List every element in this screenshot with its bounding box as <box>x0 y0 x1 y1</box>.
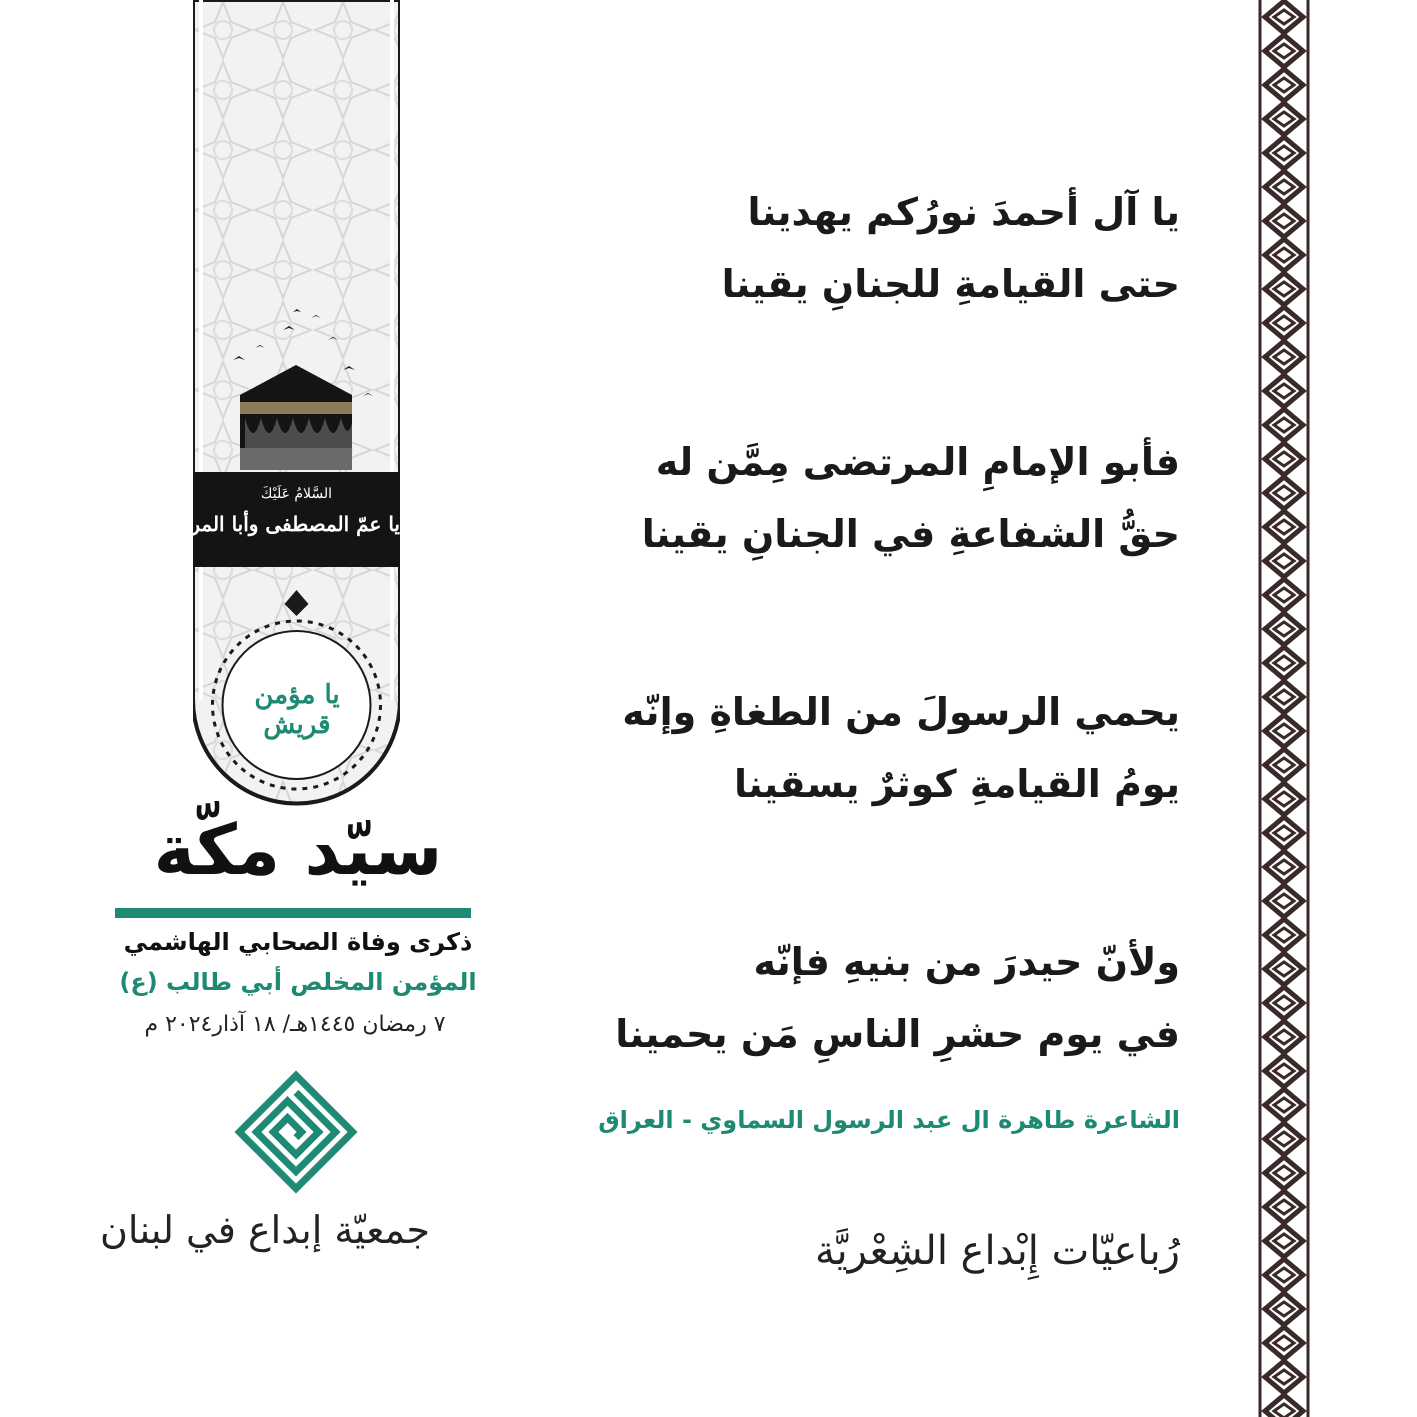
poem-verse: يا آل أحمدَ نورُكم يهدينا <box>747 190 1180 234</box>
organization-name: جمعيّة إبداع في لبنان <box>99 1208 430 1252</box>
poem-verse: حتى القيامةِ للجنانِ يقينا <box>721 262 1180 306</box>
poet-credit: الشاعرة طاهرة ال عبد الرسول السماوي - العراق <box>598 1106 1180 1134</box>
event-subtitle: ذكرى وفاة الصحابي الهاشمي <box>123 928 473 956</box>
poem-verse: يومُ القيامةِ كوثرٌ يسقينا <box>733 762 1180 806</box>
kufic-square-logo-icon <box>232 1068 360 1196</box>
poem-stanza <box>560 426 1180 570</box>
medallion-calligraphy: يا مؤمن قريش <box>254 680 340 740</box>
poem-verse: فأبو الإمامِ المرتضى مِمَّن له <box>655 440 1180 484</box>
poem-verse: حقُّ الشفاعةِ في الجنانِ يقينا <box>641 512 1180 556</box>
poem-verse: في يوم حشرِ الناسِ مَن يحمينا <box>615 1012 1180 1056</box>
poem-verse: يحمي الرسولَ من الطغاةِ وإنّه <box>622 690 1180 734</box>
event-date: ٧ رمضان ١٤٤٥هـ/ ١٨ آذار٢٠٢٤ م <box>144 1012 446 1037</box>
braided-border-decoration <box>1258 0 1310 1417</box>
event-title: سيّد مكّة <box>153 809 443 891</box>
poem-stanza <box>560 926 1180 1070</box>
event-subtitle-honoree: المؤمن المخلص أبي طالب (ع) <box>119 968 477 996</box>
title-underline <box>115 908 471 918</box>
poem-verse: ولأنّ حيدرَ من بنيهِ فإنّه <box>753 940 1180 984</box>
salutation-calligraphy: يا عمّ المصطفى وأبا المرتضى <box>150 512 400 536</box>
salutation-top: السَّلامُ عَلَيْكَ <box>260 486 333 502</box>
poem <box>560 176 1180 1070</box>
series-title: رُباعيّات إِبْداع الشِعْريَّة <box>815 1228 1180 1274</box>
poem-stanza <box>560 676 1180 820</box>
poem-stanza <box>560 176 1180 320</box>
